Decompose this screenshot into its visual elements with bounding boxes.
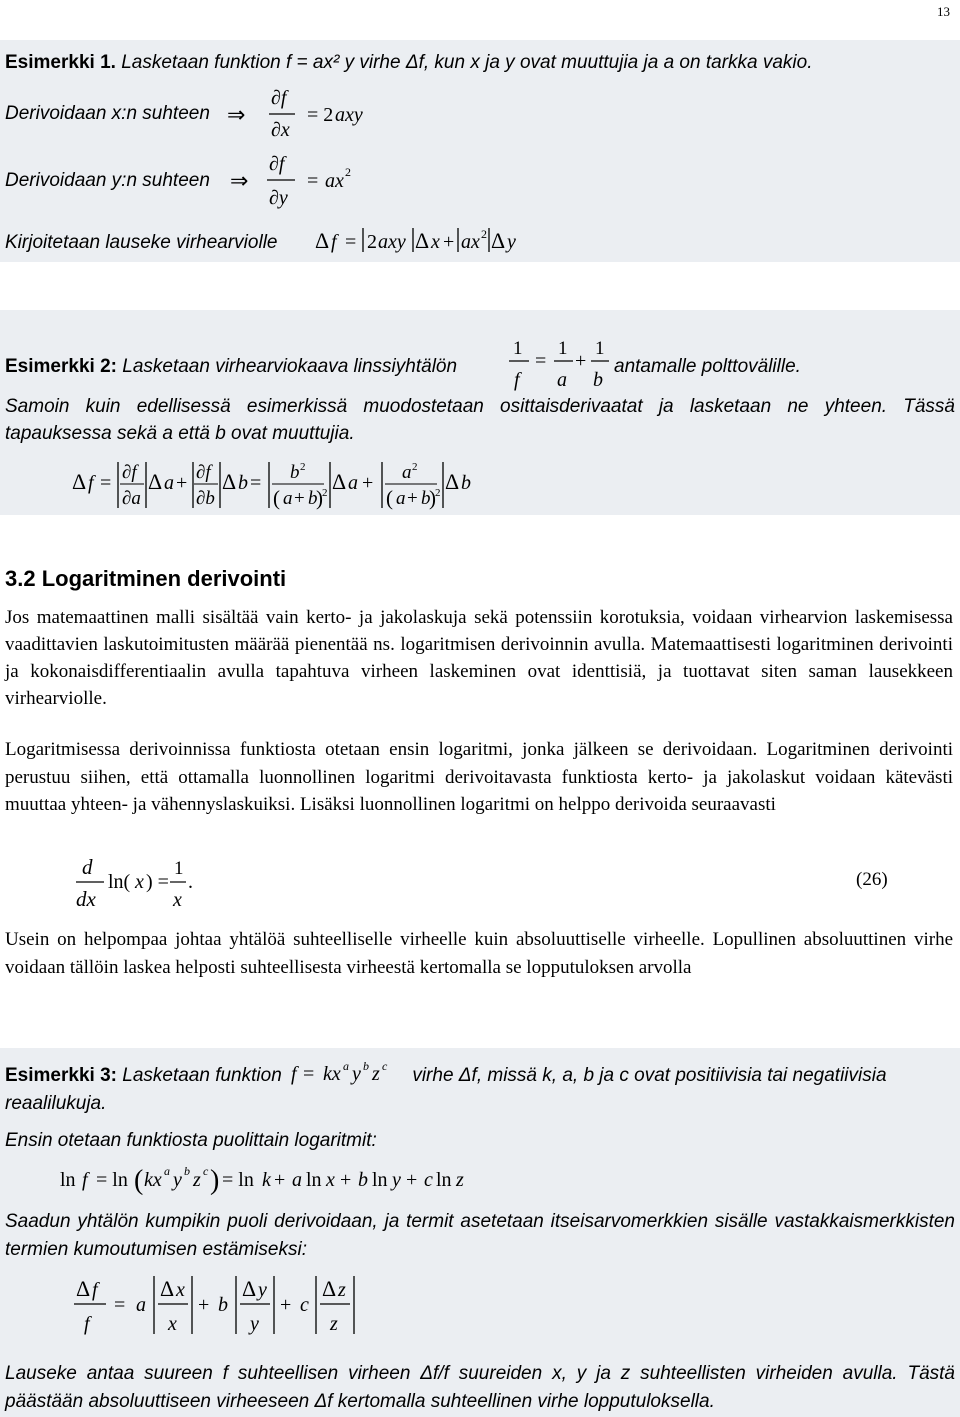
- example-3-text-2: Saadun yhtälön kumpikin puoli derivoidaan, ja termit asetetaan itseisarvomerkkien sisälle vastakkaismerkkisten termien kumoutumisen estämiseksi:: [5, 1211, 955, 1260]
- example-3-intro-mid: virhe Δf, missä k, a, b ja c ovat positiivisia tai negatiivisia reaalilukuja.: [5, 1065, 887, 1114]
- svg-text:= 2: = 2: [307, 104, 334, 126]
- svg-text:c: c: [300, 1294, 309, 1316]
- derive-y-label: Derivoidaan y:n suhteen: [5, 170, 210, 191]
- svg-text:k: k: [262, 1169, 271, 1191]
- svg-text:Δ: Δ: [332, 469, 347, 494]
- svg-text:a: a: [283, 488, 293, 509]
- svg-text:d: d: [82, 855, 93, 879]
- svg-text:ln(: ln(: [108, 871, 131, 893]
- svg-text:∂f: ∂f: [122, 462, 137, 483]
- svg-text:∂f: ∂f: [269, 153, 285, 175]
- svg-text:Δ: Δ: [415, 228, 430, 253]
- svg-text:(: (: [273, 486, 280, 510]
- svg-text:Δ: Δ: [315, 228, 330, 253]
- svg-text:b: b: [218, 1294, 228, 1316]
- svg-text:b: b: [461, 472, 471, 494]
- svg-text:f: f: [291, 1063, 297, 1085]
- svg-text:z: z: [330, 1313, 338, 1335]
- svg-text:b: b: [363, 1060, 370, 1073]
- svg-text:1: 1: [513, 338, 523, 359]
- svg-text:=: =: [307, 170, 319, 192]
- svg-text:+: +: [362, 472, 374, 494]
- svg-text:(: (: [386, 486, 393, 510]
- svg-text:∂x: ∂x: [271, 119, 290, 141]
- equation-error-ex2: [72, 456, 472, 512]
- svg-text:= ln: = ln: [222, 1169, 254, 1191]
- svg-text:Δ: Δ: [148, 469, 163, 494]
- svg-text:f: f: [84, 1313, 90, 1335]
- svg-text:y: y: [507, 231, 516, 253]
- svg-text:b: b: [593, 369, 603, 391]
- equation-26-label: (26): [856, 869, 888, 890]
- svg-text:=: =: [114, 1294, 126, 1316]
- svg-text:∂f: ∂f: [196, 462, 211, 483]
- svg-text:a: a: [164, 1164, 170, 1178]
- svg-text:=: =: [345, 231, 357, 253]
- svg-text:ln: ln: [60, 1169, 76, 1191]
- svg-text:Δ: Δ: [445, 469, 460, 494]
- svg-text:f: f: [82, 1169, 88, 1191]
- svg-text:+: +: [280, 1294, 292, 1316]
- svg-text:Δ: Δ: [491, 228, 506, 253]
- svg-text:a: a: [557, 369, 567, 391]
- svg-text:c: c: [424, 1169, 433, 1191]
- example-2-intro-text: Lasketaan virhearviokaava linssiyhtälön: [122, 356, 458, 377]
- svg-text:f: f: [331, 231, 337, 253]
- example-1-intro-text: Lasketaan funktion f = ax² y virhe Δf, kun x ja y ovat muuttujia ja a on tarkka vakio.: [121, 52, 813, 73]
- svg-text:a: a: [136, 1294, 146, 1316]
- svg-text:Δ: Δ: [242, 1276, 257, 1301]
- example-2-intro-end: antamalle polttovälille.: [614, 356, 801, 377]
- svg-text:+: +: [575, 350, 587, 372]
- svg-text:1: 1: [595, 338, 605, 359]
- svg-text:kx: kx: [144, 1169, 162, 1191]
- example-3-title: Esimerkki 3:: [5, 1065, 117, 1086]
- svg-text:x: x: [431, 231, 440, 253]
- svg-text:b: b: [238, 472, 248, 494]
- svg-text:y: y: [352, 1063, 361, 1085]
- svg-text:a: a: [164, 472, 174, 494]
- svg-text:x: x: [326, 1169, 335, 1191]
- svg-text:= ln: = ln: [96, 1169, 128, 1191]
- example-3-closing: Lauseke antaa suureen f suhteellisen virheen Δf/f suureiden x, y ja z suhteellisten virheiden avulla. Tästä päästään absoluuttiseen virheeseen Δf kertomalla suhteellinen virhe lopputuloksella.: [5, 1363, 955, 1412]
- equation-26: [74, 852, 214, 914]
- svg-text:b: b: [358, 1169, 368, 1191]
- example-1-title: Esimerkki 1.: [5, 52, 116, 73]
- svg-text:ln: ln: [436, 1169, 452, 1191]
- svg-text:∂b: ∂b: [196, 488, 215, 509]
- svg-text:⇒: ⇒: [227, 102, 246, 127]
- svg-text:b: b: [184, 1164, 190, 1178]
- svg-text:+: +: [274, 1169, 286, 1191]
- example-1-intro: [5, 52, 813, 74]
- svg-text:x: x: [173, 889, 182, 911]
- svg-text:z: z: [456, 1169, 464, 1191]
- svg-text:f: f: [514, 369, 520, 391]
- svg-text:a: a: [402, 462, 412, 483]
- svg-text:y: y: [392, 1169, 401, 1191]
- svg-text:Δ: Δ: [322, 1276, 337, 1301]
- page-number: 13: [937, 4, 950, 19]
- svg-text:): ): [429, 486, 436, 510]
- svg-text:+: +: [198, 1294, 210, 1316]
- equation-df-dy: [225, 150, 365, 212]
- svg-text:2: 2: [435, 487, 441, 499]
- svg-text:.: .: [188, 871, 193, 893]
- svg-text:z: z: [338, 1279, 346, 1301]
- example-3-intro: [5, 1060, 955, 1118]
- svg-text:x: x: [135, 871, 144, 893]
- svg-text:Δ: Δ: [160, 1276, 175, 1301]
- example-2-text: Samoin kuin edellisessä esimerkissä muodostetaan osittaisderivaatat ja lasketaan ne yhteen. Tässä tapauksessa sekä a että b ovat muuttujia.: [5, 396, 955, 444]
- svg-text:ln: ln: [306, 1169, 322, 1191]
- equation-df-dx: [225, 84, 365, 144]
- svg-text:2: 2: [367, 231, 377, 253]
- svg-text:ln: ln: [372, 1169, 388, 1191]
- svg-text:Δ: Δ: [76, 1276, 91, 1301]
- svg-text:axy: axy: [378, 231, 406, 253]
- svg-text:Δ: Δ: [72, 469, 87, 494]
- svg-text:∂f: ∂f: [271, 87, 287, 109]
- svg-text:y: y: [250, 1313, 259, 1335]
- equation-ln-f: [60, 1158, 500, 1198]
- section-paragraph-1: Jos matemaattinen malli sisältää vain kerto- ja jakolaskuja sekä potenssiin korotuksia, voidaan virhearvion laskemisessa vaadittavien laskutoimitusten määrää pienentää ns. logaritmisen derivoinnin avulla. Matemaattisesti logaritminen derivointi ja kokonaisdifferentiaalin avulla tapahtuva virheen laskeminen ovat identtisiä, ja tuottavat siten saman lausekkeen virhearviolle.: [5, 607, 953, 709]
- svg-text:ax: ax: [461, 231, 480, 253]
- svg-text:=: =: [250, 472, 262, 494]
- svg-text:z: z: [372, 1063, 380, 1085]
- section-paragraph-2: Logaritmisessa derivoinnissa funktiosta otetaan ensin logaritmi, jonka jälkeen se derivoidaan. Logaritminen derivointi perustuu siihen, että ottamalla luonnollinen logaritmi derivoitavasta funktiosta kerto- ja jakolaskut voidaan kätevästi muuttaa yhteen- ja vähennyslaskuiksi. Lisäksi luonnollinen logaritmi on helppo derivoida seuraavasti: [5, 739, 953, 815]
- svg-text:a: a: [292, 1169, 302, 1191]
- svg-text:c: c: [382, 1060, 388, 1073]
- svg-text:kx: kx: [323, 1063, 341, 1085]
- svg-text:+: +: [443, 231, 455, 253]
- svg-text:2: 2: [412, 461, 418, 473]
- svg-text:y: y: [258, 1279, 267, 1301]
- svg-text:axy: axy: [335, 104, 363, 126]
- svg-text:+: +: [406, 1169, 418, 1191]
- equation-relative-error: [74, 1270, 364, 1340]
- svg-text:2: 2: [300, 461, 306, 473]
- svg-text:b: b: [421, 488, 431, 509]
- svg-text:+: +: [294, 488, 305, 509]
- svg-text:=: =: [535, 350, 547, 372]
- svg-text:2: 2: [345, 165, 351, 179]
- svg-text:+: +: [340, 1169, 352, 1191]
- section-paragraph-3: Usein on helpompaa johtaa yhtälöä suhteelliselle virheelle kuin absoluuttiselle virheelle. Lopullinen absoluuttinen virhe voidaan tällöin laskea helposti suhteellisesta virheestä kertomalla se lopputuloksen arvolla: [5, 929, 953, 978]
- svg-text:a: a: [396, 488, 406, 509]
- error-estimate-label: Kirjoitetaan lauseke virhearviolle: [5, 232, 278, 253]
- equation-lens: [505, 334, 610, 398]
- example-3-intro-text: Lasketaan funktion: [122, 1065, 282, 1086]
- svg-text:a: a: [348, 472, 358, 494]
- svg-text:x: x: [168, 1313, 177, 1335]
- section-heading: 3.2 Logaritminen derivointi: [5, 566, 287, 591]
- svg-text:): ): [316, 486, 323, 510]
- example-2-intro: [5, 356, 457, 378]
- example-2-title: Esimerkki 2:: [5, 356, 117, 377]
- example-3-log-line: Ensin otetaan funktiosta puolittain logaritmit:: [5, 1130, 377, 1151]
- svg-text:f: f: [92, 1279, 98, 1301]
- svg-text:⇒: ⇒: [230, 168, 249, 193]
- svg-text:∂a: ∂a: [122, 488, 141, 509]
- svg-text:a: a: [343, 1060, 350, 1073]
- svg-text:+: +: [407, 488, 418, 509]
- svg-text:) =: ) =: [146, 871, 169, 893]
- svg-text:ax: ax: [325, 170, 344, 192]
- svg-text:2: 2: [322, 487, 328, 499]
- derive-x-label: Derivoidaan x:n suhteen: [5, 103, 210, 124]
- svg-text:f: f: [88, 472, 94, 494]
- svg-text:1: 1: [174, 858, 184, 879]
- svg-text:=: =: [100, 472, 112, 494]
- svg-text:(: (: [134, 1165, 144, 1196]
- svg-text:b: b: [308, 488, 318, 509]
- svg-text:c: c: [203, 1164, 209, 1178]
- svg-text:=: =: [303, 1063, 315, 1085]
- svg-text:+: +: [176, 472, 188, 494]
- svg-text:): ): [210, 1165, 220, 1196]
- equation-f-kxyz: [287, 1060, 407, 1086]
- svg-text:Δ: Δ: [222, 469, 237, 494]
- svg-text:∂y: ∂y: [269, 187, 288, 209]
- svg-text:x: x: [176, 1279, 185, 1301]
- svg-text:1: 1: [558, 338, 568, 359]
- svg-text:dx: dx: [76, 887, 96, 911]
- svg-text:y: y: [173, 1169, 182, 1191]
- svg-text:z: z: [193, 1169, 201, 1191]
- svg-text:2: 2: [481, 227, 487, 241]
- svg-text:b: b: [290, 462, 300, 483]
- equation-error-ex1: [315, 222, 525, 256]
